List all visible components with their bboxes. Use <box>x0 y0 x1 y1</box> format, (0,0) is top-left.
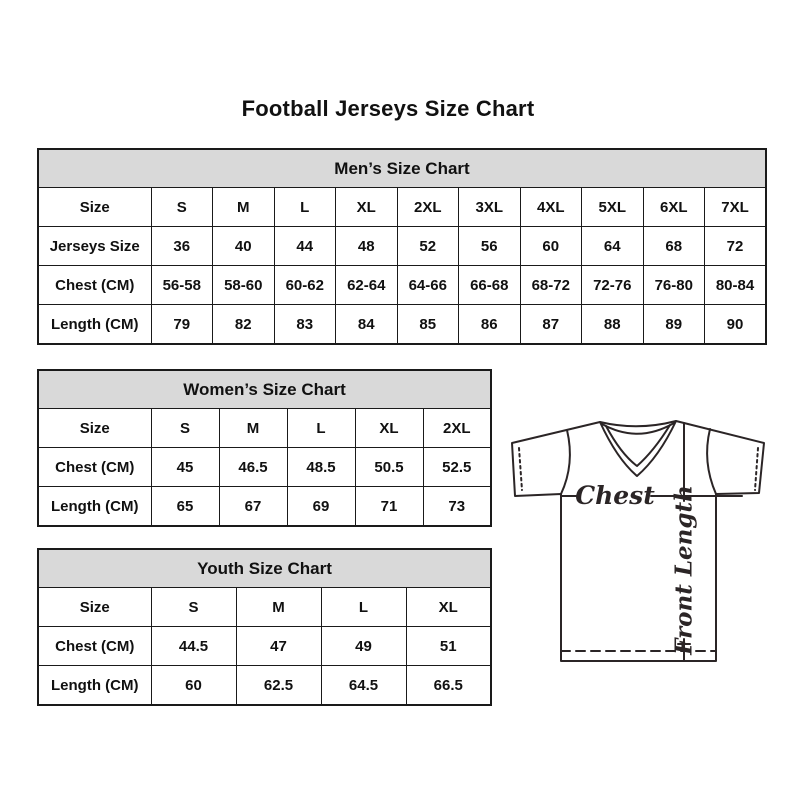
value-cell: XL <box>336 188 398 227</box>
value-cell: 82 <box>213 305 275 345</box>
value-cell: 66.5 <box>406 666 491 706</box>
row-label-cell: Chest (CM) <box>38 627 151 666</box>
value-cell: 7XL <box>705 188 767 227</box>
right-armhole-seam <box>707 429 716 494</box>
row-label-cell: Length (CM) <box>38 487 151 527</box>
table-row <box>38 409 491 448</box>
value-cell: 40 <box>213 227 275 266</box>
row-label-cell: Length (CM) <box>38 305 151 345</box>
table-row <box>38 627 491 666</box>
value-cell: XL <box>355 409 423 448</box>
row-label-cell: Jerseys Size <box>38 227 151 266</box>
page-title: Football Jerseys Size Chart <box>241 96 535 121</box>
front-length-label: Front Length <box>670 485 698 655</box>
right-cuff-dotted-line <box>755 448 758 490</box>
value-cell: 51 <box>406 627 491 666</box>
value-cell: 69 <box>287 487 355 527</box>
value-cell: 80-84 <box>705 266 767 305</box>
value-cell: L <box>274 188 336 227</box>
table-row <box>38 188 766 227</box>
table-title-row <box>38 149 766 188</box>
value-cell: S <box>151 588 236 627</box>
table-title: Women’s Size Chart <box>38 370 491 409</box>
value-cell: 48 <box>336 227 398 266</box>
value-cell: 52 <box>397 227 459 266</box>
value-cell: 84 <box>336 305 398 345</box>
jersey-measurement-diagram <box>505 403 780 695</box>
table-row <box>38 227 766 266</box>
row-label-cell: Size <box>38 588 151 627</box>
value-cell: 89 <box>643 305 705 345</box>
value-cell: L <box>321 588 406 627</box>
value-cell: 83 <box>274 305 336 345</box>
mens-size-table <box>37 148 767 345</box>
value-cell: 47 <box>236 627 321 666</box>
value-cell: 36 <box>151 227 213 266</box>
value-cell: S <box>151 188 213 227</box>
value-cell: 64-66 <box>397 266 459 305</box>
table-row <box>38 305 766 345</box>
value-cell: 5XL <box>582 188 644 227</box>
value-cell: 72 <box>705 227 767 266</box>
table-row <box>38 666 491 706</box>
left-cuff-dotted-line <box>519 448 522 490</box>
value-cell: 2XL <box>397 188 459 227</box>
value-cell: 46.5 <box>219 448 287 487</box>
value-cell: 2XL <box>423 409 491 448</box>
value-cell: 64 <box>582 227 644 266</box>
table-title-row <box>38 549 491 588</box>
value-cell: 52.5 <box>423 448 491 487</box>
value-cell: 4XL <box>520 188 582 227</box>
value-cell: M <box>213 188 275 227</box>
value-cell: S <box>151 409 219 448</box>
row-label-cell: Size <box>38 188 151 227</box>
value-cell: M <box>236 588 321 627</box>
youth-size-table <box>37 548 492 706</box>
value-cell: 64.5 <box>321 666 406 706</box>
value-cell: 68-72 <box>520 266 582 305</box>
value-cell: 62-64 <box>336 266 398 305</box>
table-title: Youth Size Chart <box>38 549 491 588</box>
value-cell: 60 <box>151 666 236 706</box>
value-cell: 88 <box>582 305 644 345</box>
value-cell: XL <box>406 588 491 627</box>
table-row <box>38 266 766 305</box>
value-cell: 67 <box>219 487 287 527</box>
value-cell: 48.5 <box>287 448 355 487</box>
jersey-outline <box>512 421 764 661</box>
value-cell: 73 <box>423 487 491 527</box>
value-cell: 60 <box>520 227 582 266</box>
table-row <box>38 448 491 487</box>
value-cell: 79 <box>151 305 213 345</box>
value-cell: 76-80 <box>643 266 705 305</box>
value-cell: 86 <box>459 305 521 345</box>
row-label-cell: Size <box>38 409 151 448</box>
value-cell: 6XL <box>643 188 705 227</box>
value-cell: 58-60 <box>213 266 275 305</box>
value-cell: 71 <box>355 487 423 527</box>
chest-label: Chest <box>575 481 655 510</box>
value-cell: M <box>219 409 287 448</box>
value-cell: 56-58 <box>151 266 213 305</box>
value-cell: 72-76 <box>582 266 644 305</box>
womens-size-table <box>37 369 492 527</box>
jersey-diagram-svg <box>505 403 780 695</box>
left-armhole-seam <box>561 430 570 494</box>
value-cell: L <box>287 409 355 448</box>
row-label-cell: Chest (CM) <box>38 266 151 305</box>
table-row <box>38 588 491 627</box>
value-cell: 45 <box>151 448 219 487</box>
value-cell: 60-62 <box>274 266 336 305</box>
row-label-cell: Length (CM) <box>38 666 151 706</box>
table-row <box>38 487 491 527</box>
value-cell: 87 <box>520 305 582 345</box>
value-cell: 44.5 <box>151 627 236 666</box>
value-cell: 66-68 <box>459 266 521 305</box>
value-cell: 85 <box>397 305 459 345</box>
value-cell: 65 <box>151 487 219 527</box>
value-cell: 56 <box>459 227 521 266</box>
table-title-row <box>38 370 491 409</box>
row-label-cell: Chest (CM) <box>38 448 151 487</box>
value-cell: 90 <box>705 305 767 345</box>
value-cell: 50.5 <box>355 448 423 487</box>
value-cell: 68 <box>643 227 705 266</box>
value-cell: 44 <box>274 227 336 266</box>
table-title: Men’s Size Chart <box>38 149 766 188</box>
value-cell: 3XL <box>459 188 521 227</box>
value-cell: 49 <box>321 627 406 666</box>
value-cell: 62.5 <box>236 666 321 706</box>
